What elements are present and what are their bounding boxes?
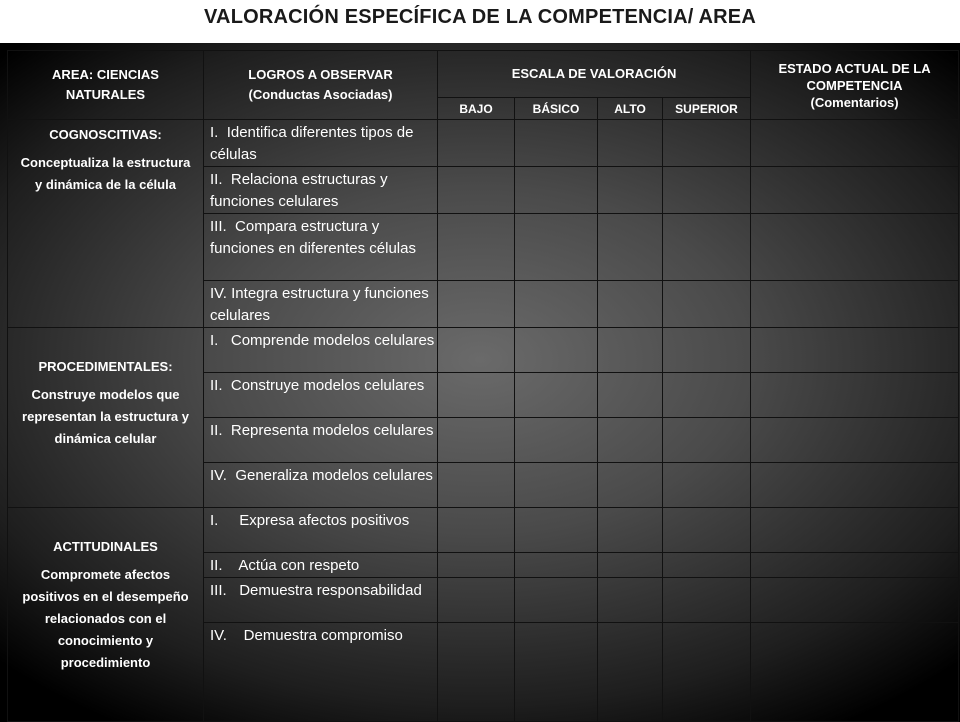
comment-cell[interactable] — [751, 463, 959, 508]
header-logros-line2: (Conductas Asociadas) — [248, 87, 393, 102]
rating-cell[interactable] — [515, 418, 598, 463]
header-estado-line1: ESTADO ACTUAL DE LA COMPETENCIA — [778, 60, 931, 93]
comment-cell[interactable] — [751, 508, 959, 553]
comment-cell[interactable] — [751, 328, 959, 373]
rating-cell[interactable] — [438, 578, 515, 623]
rating-cell[interactable] — [438, 328, 515, 373]
rating-cell[interactable] — [438, 281, 515, 328]
comment-cell[interactable] — [751, 623, 959, 722]
rating-cell[interactable] — [663, 508, 751, 553]
section-description: Conceptualiza la estructura y dinámica de la célula — [20, 155, 191, 192]
section-name: PROCEDIMENTALES: — [38, 359, 173, 374]
rating-cell[interactable] — [515, 214, 598, 281]
rating-cell[interactable] — [515, 373, 598, 418]
rating-cell[interactable] — [598, 281, 663, 328]
rating-cell[interactable] — [598, 418, 663, 463]
level-bajo: BAJO — [438, 98, 515, 120]
rating-cell[interactable] — [515, 120, 598, 167]
rating-cell[interactable] — [598, 508, 663, 553]
rating-cell[interactable] — [598, 328, 663, 373]
comment-cell[interactable] — [751, 418, 959, 463]
rating-cell[interactable] — [598, 553, 663, 578]
page-title: VALORACIÓN ESPECÍFICA DE LA COMPETENCIA/ AREA — [204, 6, 756, 28]
rating-cell[interactable] — [663, 214, 751, 281]
rating-cell[interactable] — [438, 167, 515, 214]
rating-cell[interactable] — [438, 120, 515, 167]
header-logros-line1: LOGROS A OBSERVAR — [248, 67, 393, 82]
rating-cell[interactable] — [515, 463, 598, 508]
comment-cell[interactable] — [751, 373, 959, 418]
rating-cell[interactable] — [598, 214, 663, 281]
comment-cell[interactable] — [751, 120, 959, 167]
logro-item: III. Demuestra responsabilidad — [204, 578, 438, 623]
rating-cell[interactable] — [663, 281, 751, 328]
level-basico: BÁSICO — [515, 98, 598, 120]
logro-item: II. Construye modelos celulares — [204, 373, 438, 418]
rating-cell[interactable] — [663, 553, 751, 578]
rating-cell[interactable] — [438, 463, 515, 508]
logro-item: II. Representa modelos celulares — [204, 418, 438, 463]
rating-cell[interactable] — [515, 167, 598, 214]
rating-cell[interactable] — [663, 418, 751, 463]
rating-cell[interactable] — [515, 281, 598, 328]
level-alto: ALTO — [598, 98, 663, 120]
section-cognoscitivas — [8, 120, 204, 328]
header-area: AREA: CIENCIAS NATURALES — [8, 51, 204, 120]
rating-cell[interactable] — [663, 373, 751, 418]
header-escala: ESCALA DE VALORACIÓN — [438, 51, 751, 98]
header-estado-line2: (Comentarios) — [810, 94, 899, 110]
comment-cell[interactable] — [751, 281, 959, 328]
rating-cell[interactable] — [663, 578, 751, 623]
logro-item: IV. Demuestra compromiso — [204, 623, 438, 722]
rating-cell[interactable] — [438, 553, 515, 578]
header-estado — [751, 51, 959, 120]
rating-cell[interactable] — [663, 463, 751, 508]
header-logros — [204, 51, 438, 120]
valoracion-table — [7, 50, 959, 722]
rating-cell[interactable] — [438, 373, 515, 418]
rating-cell[interactable] — [663, 328, 751, 373]
logro-item: III. Compara estructura y funciones en diferentes células — [204, 214, 438, 281]
comment-cell[interactable] — [751, 553, 959, 578]
section-description: Construye modelos que representan la estructura y dinámica celular — [22, 387, 189, 446]
rating-cell[interactable] — [598, 463, 663, 508]
section-actitudinales — [8, 508, 204, 722]
comment-cell[interactable] — [751, 214, 959, 281]
rating-cell[interactable] — [663, 120, 751, 167]
logro-item: I. Identifica diferentes tipos de células — [204, 120, 438, 167]
section-name: ACTITUDINALES — [53, 539, 158, 554]
rating-cell[interactable] — [438, 418, 515, 463]
section-procedimentales — [8, 328, 204, 508]
rating-cell[interactable] — [515, 328, 598, 373]
rating-cell[interactable] — [663, 623, 751, 722]
logro-item: IV. Integra estructura y funciones celulares — [204, 281, 438, 328]
level-superior: SUPERIOR — [663, 98, 751, 120]
logro-item: IV. Generaliza modelos celulares — [204, 463, 438, 508]
rating-cell[interactable] — [598, 623, 663, 722]
rating-cell[interactable] — [598, 167, 663, 214]
section-description: Compromete afectos positivos en el desempeño relacionados con el conocimiento y procedimiento — [22, 567, 189, 670]
rating-cell[interactable] — [515, 578, 598, 623]
logro-item: II. Actúa con respeto — [204, 553, 438, 578]
rating-cell[interactable] — [515, 508, 598, 553]
logro-item: I. Comprende modelos celulares — [204, 328, 438, 373]
rating-cell[interactable] — [438, 623, 515, 722]
rating-cell[interactable] — [598, 373, 663, 418]
logro-item: I. Expresa afectos positivos — [204, 508, 438, 553]
logro-item: II. Relaciona estructuras y funciones celulares — [204, 167, 438, 214]
comment-cell[interactable] — [751, 167, 959, 214]
rating-cell[interactable] — [663, 167, 751, 214]
rating-cell[interactable] — [515, 553, 598, 578]
section-name: COGNOSCITIVAS: — [49, 127, 162, 142]
rating-cell[interactable] — [598, 120, 663, 167]
rating-cell[interactable] — [438, 508, 515, 553]
rating-cell[interactable] — [438, 214, 515, 281]
rating-cell[interactable] — [515, 623, 598, 722]
rating-cell[interactable] — [598, 578, 663, 623]
comment-cell[interactable] — [751, 578, 959, 623]
